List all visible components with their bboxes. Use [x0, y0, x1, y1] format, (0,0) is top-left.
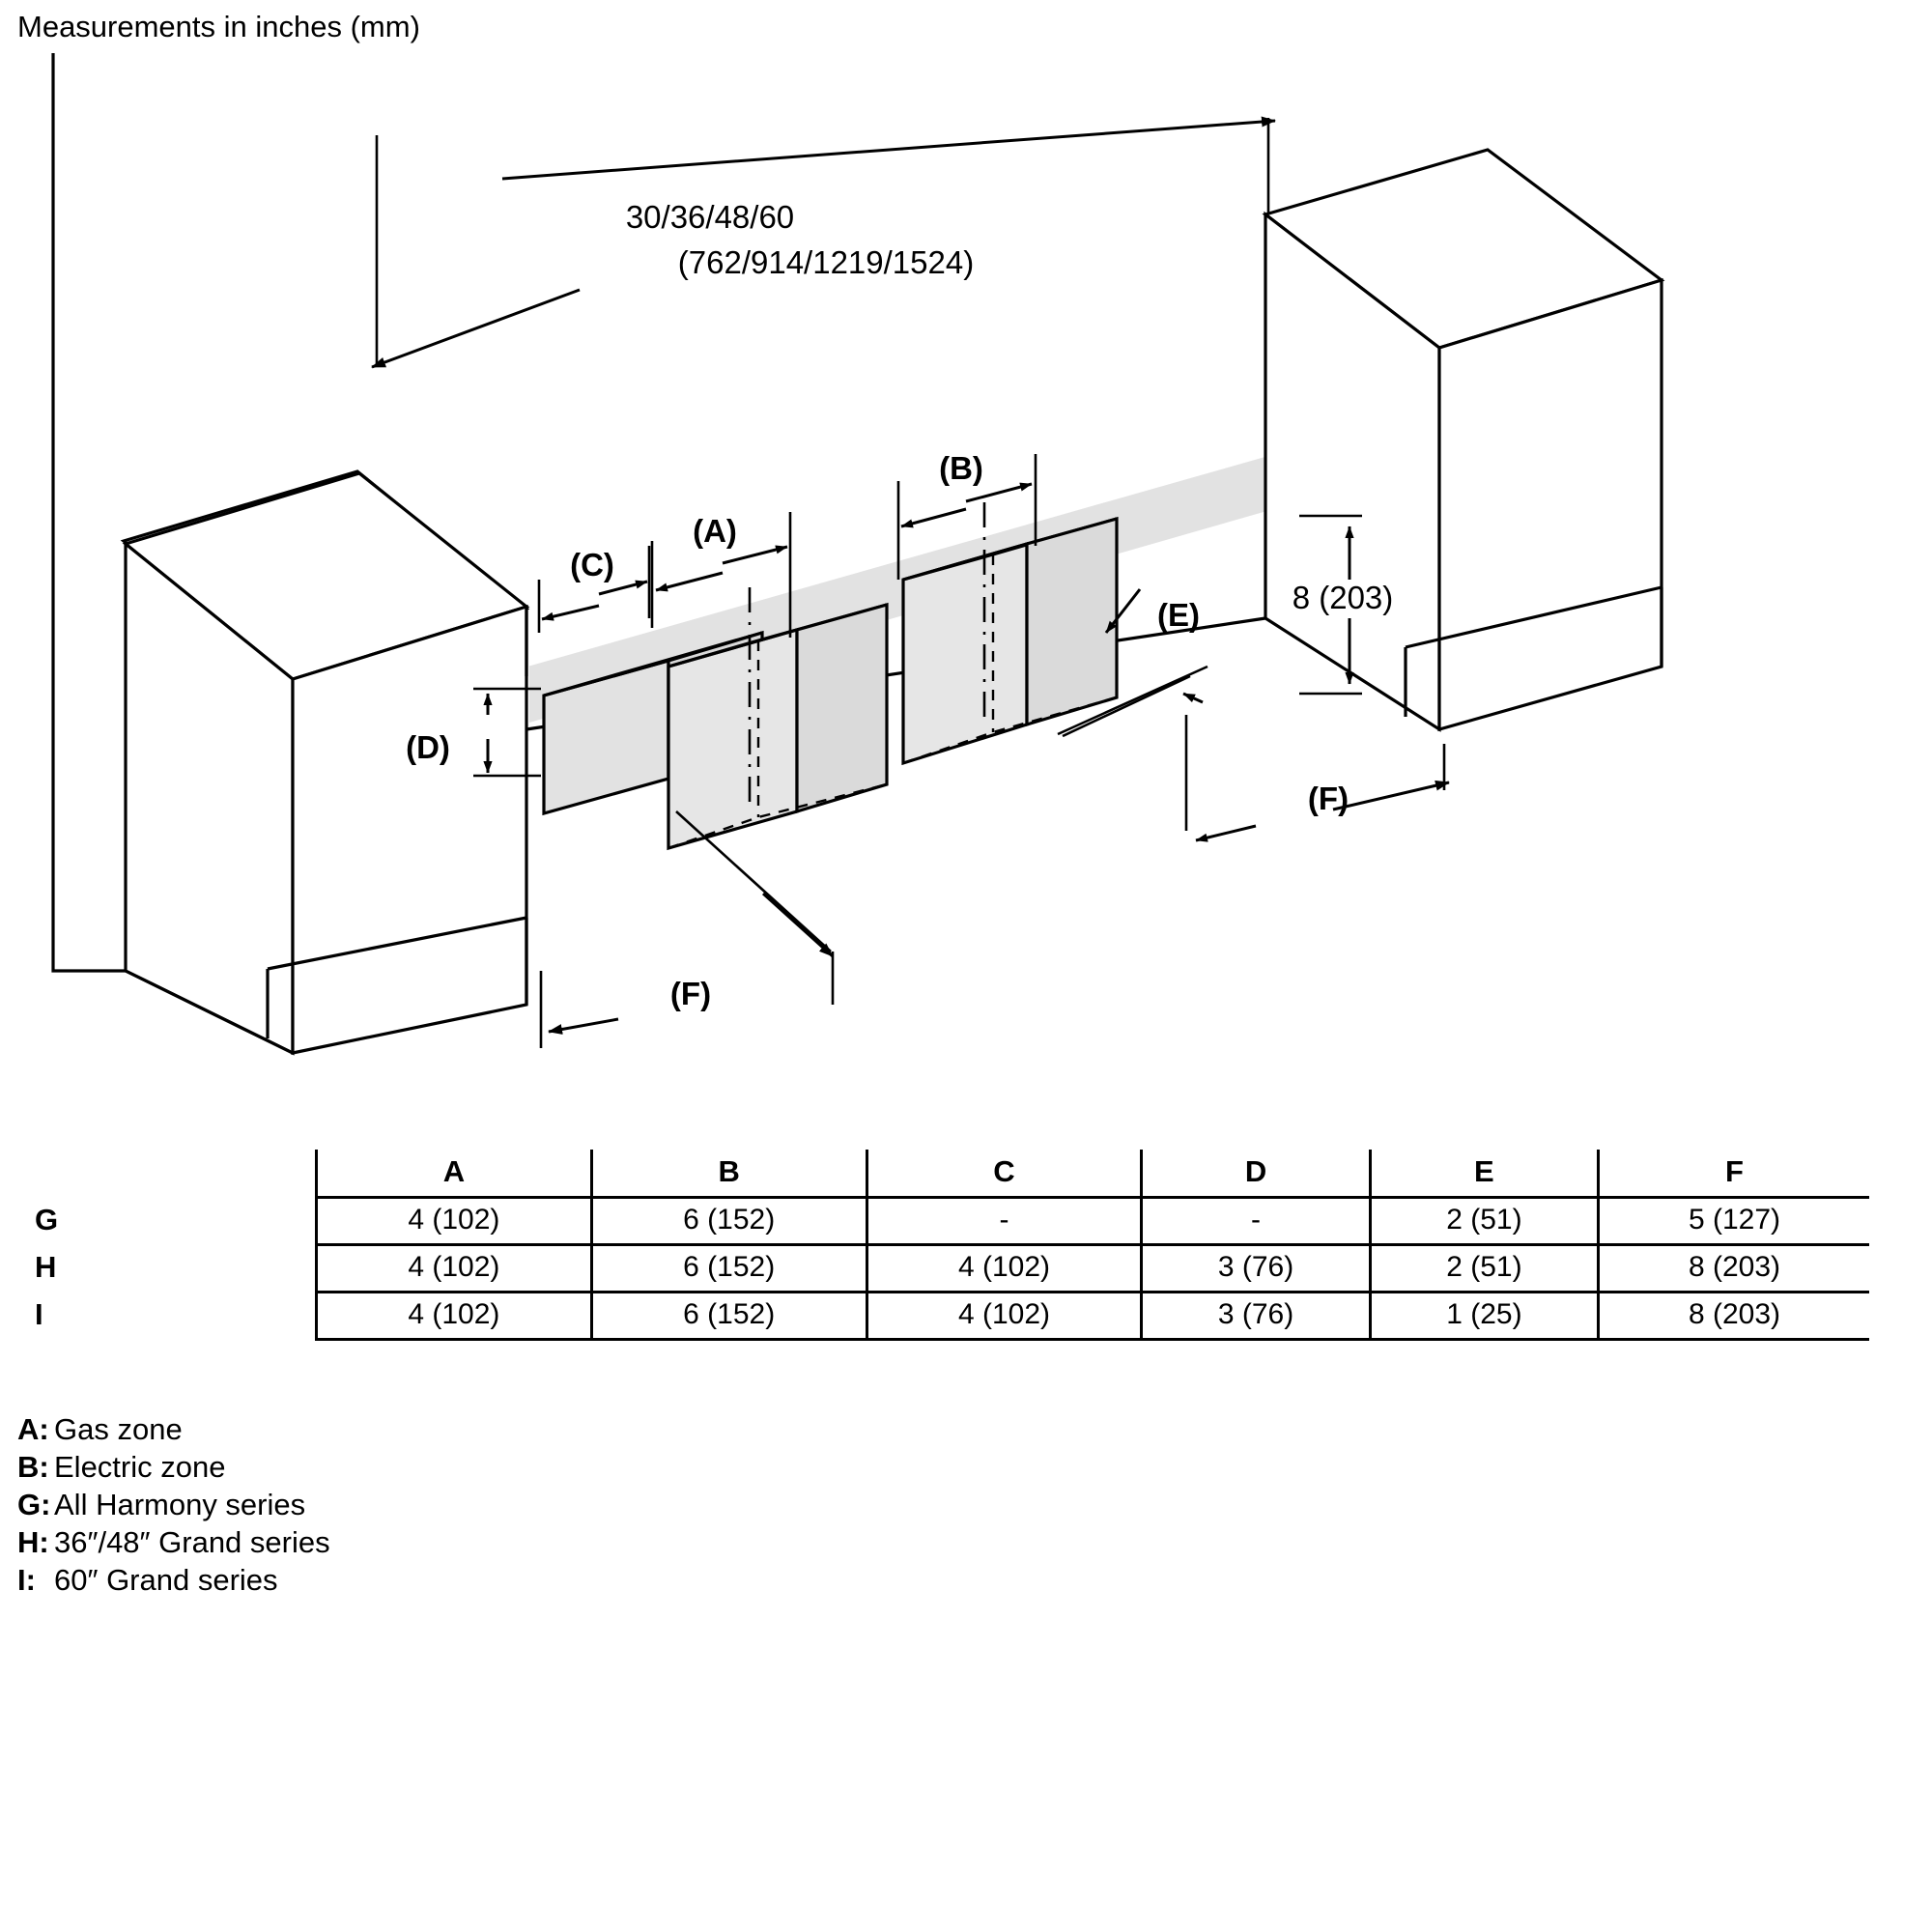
dim-label-a: (A) [693, 513, 737, 549]
col-header-a: A [317, 1150, 592, 1198]
cell-h-e: 2 (51) [1370, 1245, 1598, 1293]
col-header-b: B [591, 1150, 867, 1198]
dim-label-f-right: (F) [1307, 781, 1350, 816]
legend-key-h: H: [17, 1525, 49, 1560]
cell-h-c: 4 (102) [867, 1245, 1142, 1293]
cell-g-b: 6 (152) [591, 1198, 867, 1245]
table-corner-cell [17, 1150, 317, 1198]
col-header-d: D [1142, 1150, 1370, 1198]
table-header-row [17, 1150, 1869, 1198]
cell-g-c: - [867, 1198, 1142, 1245]
legend-text-g: All Harmony series [54, 1488, 306, 1522]
cell-h-f: 8 (203) [1599, 1245, 1869, 1293]
dim-label-d: (D) [406, 729, 450, 765]
legend-key-g: G: [17, 1488, 51, 1522]
dim-label-f-left: (F) [669, 976, 712, 1011]
legend-key-a: A: [17, 1412, 49, 1446]
dim-label-b: (B) [939, 450, 983, 486]
legend-item-h [17, 1523, 330, 1561]
dim-label-height-right: 8 (203) [1292, 580, 1394, 615]
cell-g-f: 5 (127) [1599, 1198, 1869, 1245]
cell-g-d: - [1142, 1198, 1370, 1245]
table-row [17, 1245, 1869, 1293]
page-title: Measurements in inches (mm) [17, 10, 420, 43]
legend-text-h: 36″/48″ Grand series [54, 1525, 330, 1560]
legend-item-i [17, 1561, 330, 1599]
cell-g-a: 4 (102) [317, 1198, 592, 1245]
specification-table-container [17, 1150, 1872, 1341]
legend [17, 1410, 330, 1599]
legend-text-b: Electric zone [54, 1450, 226, 1485]
cell-i-a: 4 (102) [317, 1293, 592, 1340]
cell-h-b: 6 (152) [591, 1245, 867, 1293]
cell-g-e: 2 (51) [1370, 1198, 1598, 1245]
legend-key-i: I: [17, 1563, 36, 1598]
cell-i-d: 3 (76) [1142, 1293, 1370, 1340]
specification-table [17, 1150, 1869, 1341]
dim-label-c: (C) [570, 547, 614, 582]
legend-item-b [17, 1448, 330, 1486]
col-header-f: F [1599, 1150, 1869, 1198]
row-label-h: H [17, 1245, 317, 1293]
dim-top-width-line1: 30/36/48/60 [625, 199, 795, 235]
legend-item-a [17, 1410, 330, 1448]
row-label-i: I [17, 1293, 317, 1340]
table-row [17, 1293, 1869, 1340]
col-header-e: E [1370, 1150, 1598, 1198]
legend-text-i: 60″ Grand series [54, 1563, 278, 1598]
cell-h-a: 4 (102) [317, 1245, 592, 1293]
legend-item-g [17, 1486, 330, 1523]
cell-h-d: 3 (76) [1142, 1245, 1370, 1293]
cell-i-e: 1 (25) [1370, 1293, 1598, 1340]
cell-i-c: 4 (102) [867, 1293, 1142, 1340]
table-row [17, 1198, 1869, 1245]
cell-i-b: 6 (152) [591, 1293, 867, 1340]
legend-text-a: Gas zone [54, 1412, 183, 1446]
col-header-c: C [867, 1150, 1142, 1198]
row-label-g: G [17, 1198, 317, 1245]
dim-label-e: (E) [1157, 597, 1200, 633]
cell-i-f: 8 (203) [1599, 1293, 1869, 1340]
dim-top-width-line2: (762/914/1219/1524) [677, 244, 975, 280]
legend-key-b: B: [17, 1450, 49, 1485]
